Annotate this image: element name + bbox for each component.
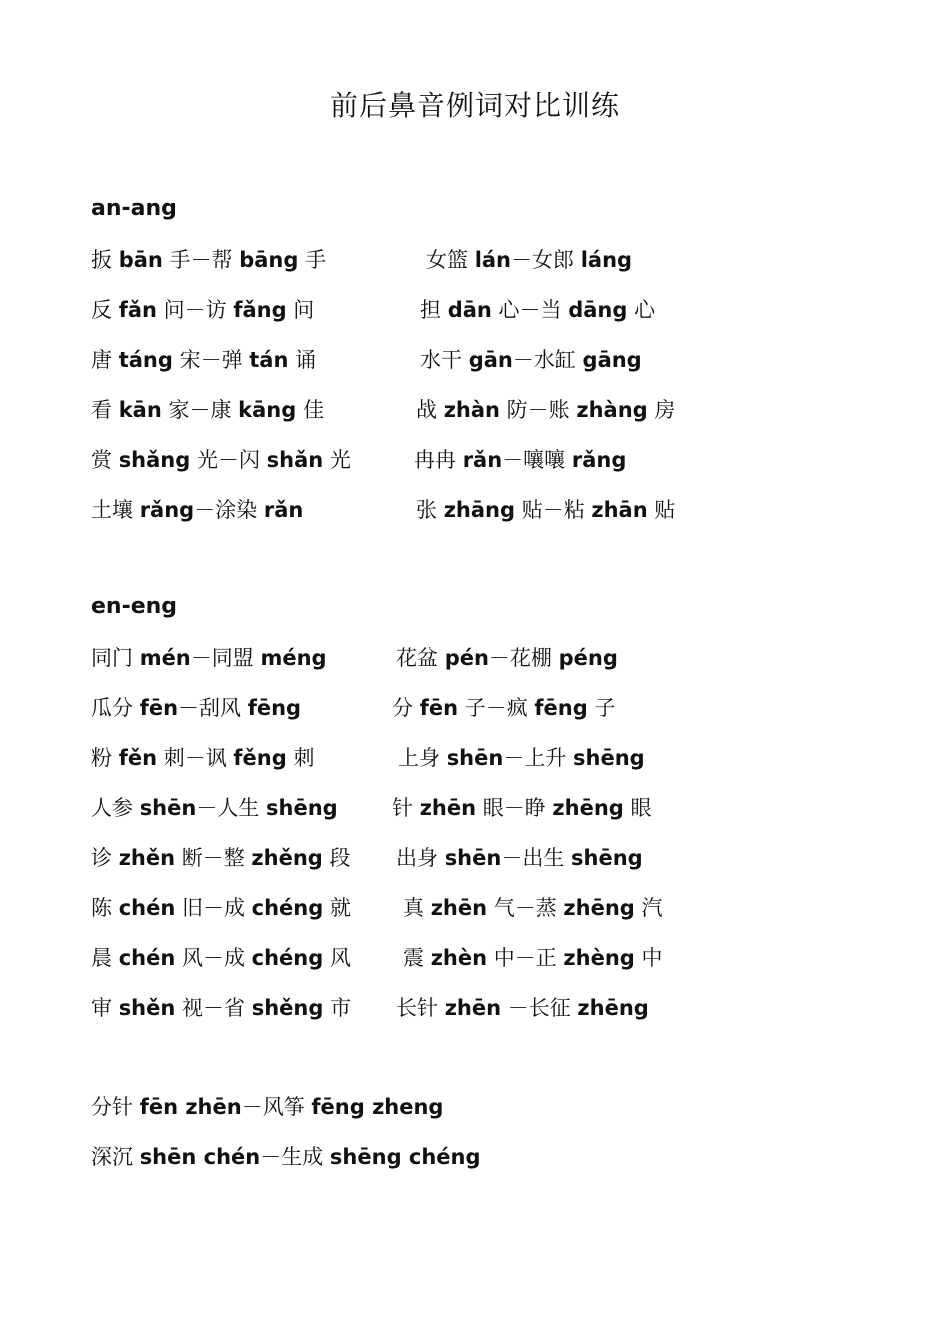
pinyin-text: rǎn <box>263 498 304 522</box>
word-pair-right <box>396 840 643 876</box>
section-heading-en-eng: en-eng <box>91 594 178 619</box>
chinese-text: 上身 <box>398 746 447 770</box>
pinyin-text: chén <box>118 896 176 920</box>
chinese-text: 汽 <box>634 896 663 920</box>
chinese-text: －上升 <box>503 746 574 770</box>
chinese-text: 诊 <box>91 846 119 870</box>
chinese-text: 赏 <box>91 448 119 472</box>
pinyin-text: zhēng <box>563 896 635 920</box>
word-pair-right <box>414 442 626 478</box>
pinyin-text: shēn <box>446 746 504 770</box>
word-pair-right <box>416 392 675 428</box>
word-pair-right <box>392 790 652 826</box>
pinyin-text: chén <box>118 946 176 970</box>
chinese-text: 张 <box>416 498 444 522</box>
chinese-text: 心－当 <box>491 298 569 322</box>
chinese-text: 出身 <box>396 846 445 870</box>
pinyin-text: zhèng <box>563 946 635 970</box>
chinese-text: 花盆 <box>396 646 445 670</box>
word-pair-right <box>403 890 663 926</box>
pinyin-text: shēn <box>444 846 502 870</box>
chinese-text: －涂染 <box>194 498 264 522</box>
chinese-text: 长针 <box>396 996 445 1020</box>
chinese-text: 光－闪 <box>190 448 267 472</box>
chinese-text: 贴－粘 <box>515 498 592 522</box>
chinese-text: 宋－弹 <box>172 348 250 372</box>
pinyin-text: zhēn <box>430 896 488 920</box>
chinese-text: －人生 <box>196 796 267 820</box>
word-pair-left <box>91 840 351 876</box>
chinese-text: 陈 <box>91 896 119 920</box>
chinese-text: 市 <box>323 996 352 1020</box>
chinese-text: 问－访 <box>156 298 234 322</box>
word-pair-left <box>91 492 303 528</box>
pinyin-text: fēn zhēn <box>139 1095 242 1119</box>
chinese-text: 刺－讽 <box>157 746 234 770</box>
chinese-text: 分 <box>392 696 420 720</box>
pinyin-text: kāng <box>238 398 297 422</box>
word-pair-right <box>416 492 675 528</box>
pinyin-text: fēn <box>419 696 459 720</box>
word-pair-right <box>403 940 663 976</box>
pinyin-text: zhāng <box>443 498 516 522</box>
pinyin-text: kān <box>118 398 162 422</box>
pinyin-text: mén <box>139 646 191 670</box>
word-pair-left <box>91 342 316 378</box>
chinese-text: 唐 <box>91 348 119 372</box>
chinese-text: 审 <box>91 996 119 1020</box>
word-pair-left <box>91 740 314 776</box>
chinese-text: 手 <box>298 248 327 272</box>
word-pair-right <box>426 242 632 278</box>
chinese-text: 中 <box>634 946 663 970</box>
chinese-text: 子－疯 <box>458 696 535 720</box>
pinyin-text: gān <box>468 348 513 372</box>
chinese-text: 旧－成 <box>175 896 252 920</box>
pinyin-text: zhàng <box>576 398 648 422</box>
pinyin-text: lán <box>474 248 512 272</box>
chinese-text: －嚷嚷 <box>502 448 572 472</box>
pinyin-text: zhēn <box>419 796 477 820</box>
pinyin-text: shēng chéng <box>329 1145 481 1169</box>
section-heading-an-ang: an-ang <box>91 196 177 221</box>
chinese-text: －花棚 <box>488 646 559 670</box>
chinese-text: 震 <box>403 946 431 970</box>
word-pair-right <box>420 342 642 378</box>
pinyin-text: fǎn <box>118 298 157 322</box>
pinyin-text: bān <box>118 248 163 272</box>
pinyin-text: rǎng <box>139 498 195 522</box>
pinyin-text: shēng <box>571 846 643 870</box>
pinyin-text: fēng <box>534 696 588 720</box>
pinyin-text: fěng <box>233 746 287 770</box>
pinyin-text: zhěn <box>118 846 176 870</box>
word-pair-extra <box>91 1139 481 1175</box>
chinese-text: －风筝 <box>241 1095 312 1119</box>
chinese-text: 气－蒸 <box>487 896 564 920</box>
chinese-text: 家－康 <box>161 398 239 422</box>
pinyin-text: shēn chén <box>139 1145 261 1169</box>
chinese-text: 风 <box>323 946 351 970</box>
chinese-text: 问 <box>286 298 315 322</box>
word-pair-right <box>398 740 645 776</box>
chinese-text: －生成 <box>260 1145 330 1169</box>
chinese-text: 视－省 <box>175 996 252 1020</box>
pinyin-text: shěn <box>118 996 176 1020</box>
pinyin-text: rǎn <box>462 448 503 472</box>
chinese-text: 子 <box>587 696 616 720</box>
chinese-text: 人参 <box>91 796 140 820</box>
pinyin-text: fǎng <box>233 298 287 322</box>
pinyin-text: zhēng <box>552 796 624 820</box>
pinyin-text: tán <box>249 348 289 372</box>
chinese-text: 战 <box>416 398 444 422</box>
chinese-text: 就 <box>323 896 351 920</box>
pinyin-text: shǎn <box>266 448 324 472</box>
chinese-text: 眼－睁 <box>476 796 553 820</box>
chinese-text: 房 <box>647 398 676 422</box>
pinyin-text: dān <box>447 298 492 322</box>
chinese-text: 土壤 <box>91 498 140 522</box>
chinese-text: 心 <box>627 298 656 322</box>
word-pair-left <box>91 890 351 926</box>
pinyin-text: shēng <box>266 796 338 820</box>
pinyin-text: rǎng <box>571 448 627 472</box>
pinyin-text: zhàn <box>443 398 500 422</box>
chinese-text: 佳 <box>296 398 324 422</box>
chinese-text: 晨 <box>91 946 119 970</box>
chinese-text: 光 <box>323 448 351 472</box>
pinyin-text: péng <box>558 646 618 670</box>
pinyin-text: shēn <box>139 796 197 820</box>
word-pair-right <box>396 990 649 1026</box>
word-pair-extra <box>91 1089 443 1125</box>
pinyin-text: fěn <box>118 746 158 770</box>
pinyin-text: zhèn <box>430 946 488 970</box>
pinyin-text: zhēn <box>444 996 502 1020</box>
chinese-text: －女郎 <box>511 248 581 272</box>
pinyin-text: fēng zheng <box>311 1095 444 1119</box>
word-pair-left <box>91 242 326 278</box>
word-pair-right <box>396 640 618 676</box>
chinese-text: 针 <box>392 796 420 820</box>
chinese-text: －同盟 <box>190 646 261 670</box>
chinese-text: 水干 <box>420 348 469 372</box>
word-pair-left <box>91 292 314 328</box>
chinese-text: －长征 <box>501 996 578 1020</box>
chinese-text: 风－成 <box>175 946 252 970</box>
pinyin-text: shǎng <box>118 448 191 472</box>
pinyin-text: zhěng <box>251 846 323 870</box>
chinese-text: 反 <box>91 298 119 322</box>
pinyin-text: zhān <box>591 498 648 522</box>
pinyin-text: bāng <box>239 248 299 272</box>
pinyin-text: chéng <box>251 896 324 920</box>
word-pair-left <box>91 640 327 676</box>
chinese-text: 贴 <box>647 498 676 522</box>
word-pair-left <box>91 690 301 726</box>
chinese-text: －水缸 <box>512 348 583 372</box>
chinese-text: 瓜分 <box>91 696 140 720</box>
chinese-text: 担 <box>420 298 448 322</box>
pinyin-text: zhēng <box>577 996 649 1020</box>
pinyin-text: gāng <box>582 348 642 372</box>
chinese-text: 女篮 <box>426 248 475 272</box>
chinese-text: 中－正 <box>487 946 564 970</box>
chinese-text: 段 <box>322 846 351 870</box>
pinyin-text: chéng <box>251 946 324 970</box>
word-pair-left <box>91 392 324 428</box>
word-pair-left <box>91 442 351 478</box>
chinese-text: 诵 <box>288 348 317 372</box>
chinese-text: 深沉 <box>91 1145 140 1169</box>
chinese-text: 冉冉 <box>414 448 463 472</box>
word-pair-right <box>420 292 655 328</box>
word-pair-right <box>392 690 615 726</box>
chinese-text: 看 <box>91 398 119 422</box>
chinese-text: 扳 <box>91 248 119 272</box>
chinese-text: 分针 <box>91 1095 140 1119</box>
word-pair-left <box>91 790 338 826</box>
chinese-text: 断－整 <box>175 846 252 870</box>
chinese-text: 手－帮 <box>162 248 240 272</box>
chinese-text: 刺 <box>286 746 315 770</box>
chinese-text: －刮风 <box>178 696 248 720</box>
pinyin-text: pén <box>444 646 489 670</box>
pinyin-text: méng <box>260 646 327 670</box>
pinyin-text: shěng <box>251 996 324 1020</box>
pinyin-text: táng <box>118 348 173 372</box>
chinese-text: 粉 <box>91 746 119 770</box>
pinyin-text: fēng <box>247 696 302 720</box>
word-pair-left <box>91 990 351 1026</box>
chinese-text: 真 <box>403 896 431 920</box>
pinyin-text: dāng <box>568 298 628 322</box>
chinese-text: －出生 <box>501 846 572 870</box>
page-title: 前后鼻音例词对比训练 <box>329 89 620 122</box>
pinyin-text: láng <box>580 248 633 272</box>
pinyin-text: shēng <box>573 746 645 770</box>
word-pair-left <box>91 940 351 976</box>
chinese-text: 防－账 <box>499 398 577 422</box>
pinyin-text: fēn <box>139 696 179 720</box>
chinese-text: 同门 <box>91 646 140 670</box>
chinese-text: 眼 <box>623 796 652 820</box>
